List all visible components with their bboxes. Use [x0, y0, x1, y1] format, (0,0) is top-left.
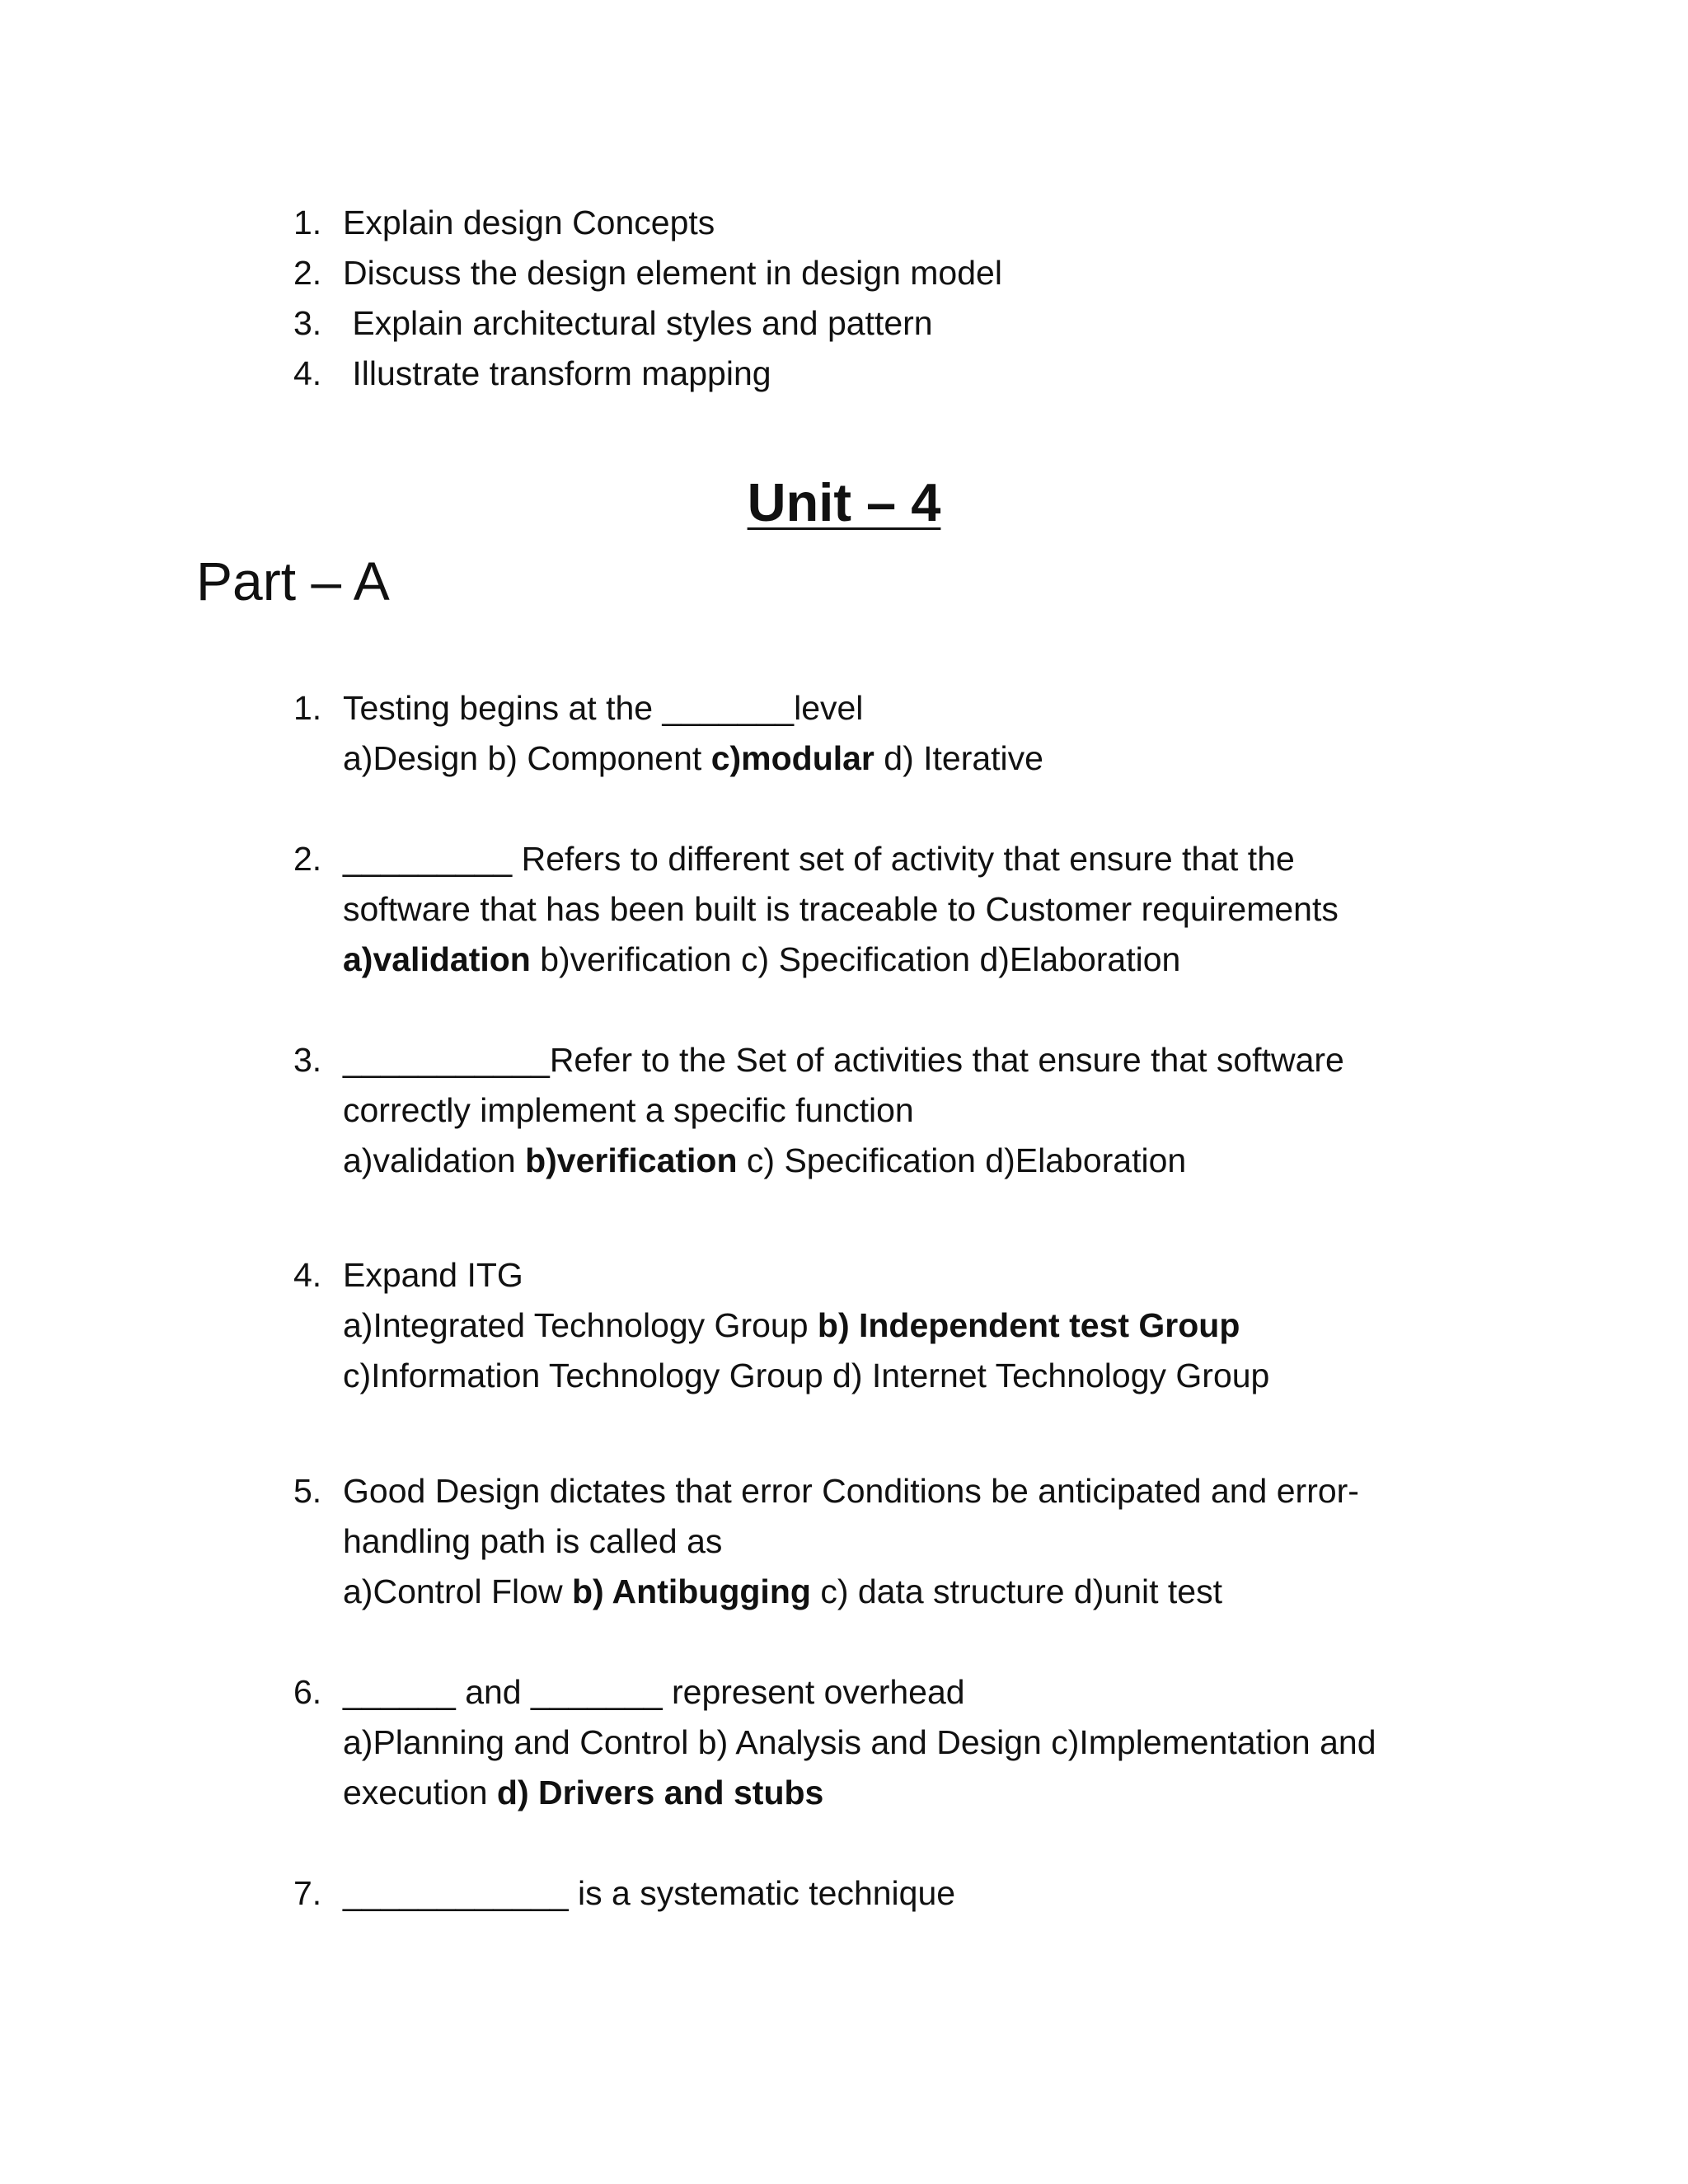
correct-answer: a)validation: [343, 940, 531, 978]
question-number: 6.: [293, 1673, 322, 1711]
question-number: 2.: [293, 840, 322, 878]
unit-heading-text: Unit – 4: [747, 472, 941, 532]
question-4: [293, 1250, 1447, 1401]
question-5: [293, 1466, 1447, 1617]
question-number: 1.: [293, 689, 322, 727]
question-options: [343, 1136, 1497, 1186]
item-number: 3.: [293, 304, 322, 342]
option-text: b)verification c) Specification d)Elaboration: [530, 940, 1181, 978]
question-options: [343, 1301, 1497, 1351]
question-text: ___________Refer to the Set of activities that ensure that software: [343, 1041, 1344, 1079]
question-text: Good Design dictates that error Conditions be anticipated and error-: [343, 1472, 1359, 1510]
question-number: 7.: [293, 1874, 322, 1912]
item-number: 1.: [293, 204, 322, 241]
question-2: [293, 834, 1447, 985]
question-text: Testing begins at the _______level: [343, 689, 864, 727]
question-options: [343, 1567, 1497, 1617]
question-text: _________ Refers to different set of activity that ensure that the: [343, 840, 1295, 878]
option-text: execution: [343, 1774, 497, 1811]
correct-answer: b) Independent test Group: [817, 1306, 1240, 1344]
question-3: [293, 1035, 1447, 1186]
option-text: d) Iterative: [874, 739, 1043, 777]
correct-answer: c)modular: [710, 739, 874, 777]
question-options: a)Planning and Control b) Analysis and Design c)Implementation and: [343, 1723, 1376, 1761]
item-text: Discuss the design element in design model: [343, 254, 1002, 292]
question-text: ____________ is a systematic technique: [343, 1874, 956, 1912]
question-text: software that has been built is traceable to Customer requirements: [343, 890, 1339, 928]
correct-answer: b)verification: [525, 1141, 738, 1179]
question-6: [293, 1667, 1447, 1818]
question-number: 3.: [293, 1041, 322, 1079]
question-options: [343, 1768, 1497, 1818]
item-text: Explain design Concepts: [343, 204, 715, 241]
question-1: [293, 683, 1447, 784]
item-number: 4.: [293, 354, 322, 392]
unit-heading: [0, 470, 1688, 536]
question-7: [293, 1868, 1447, 1919]
correct-answer: d) Drivers and stubs: [496, 1774, 824, 1811]
part-heading: Part – A: [196, 551, 390, 612]
item-text: Explain architectural styles and pattern: [343, 304, 933, 342]
option-text: c) data structure d)unit test: [810, 1572, 1222, 1610]
option-text: a)Design b) Component: [343, 739, 711, 777]
option-text: a)Integrated Technology Group: [343, 1306, 818, 1344]
question-options: c)Information Technology Group d) Internet Technology Group: [343, 1357, 1270, 1394]
question-text: correctly implement a specific function: [343, 1091, 914, 1129]
question-options: [343, 935, 1497, 985]
item-text: Illustrate transform mapping: [343, 354, 771, 392]
option-text: a)Control Flow: [343, 1572, 572, 1610]
correct-answer: b) Antibugging: [571, 1572, 811, 1610]
question-number: 5.: [293, 1472, 322, 1510]
question-text: Expand ITG: [343, 1256, 523, 1294]
option-text: c) Specification d)Elaboration: [737, 1141, 1187, 1179]
item-number: 2.: [293, 254, 322, 292]
question-text: handling path is called as: [343, 1522, 723, 1560]
question-text: ______ and _______ represent overhead: [343, 1673, 965, 1711]
question-options: [343, 733, 1497, 784]
option-text: a)validation: [343, 1141, 526, 1179]
question-number: 4.: [293, 1256, 322, 1294]
